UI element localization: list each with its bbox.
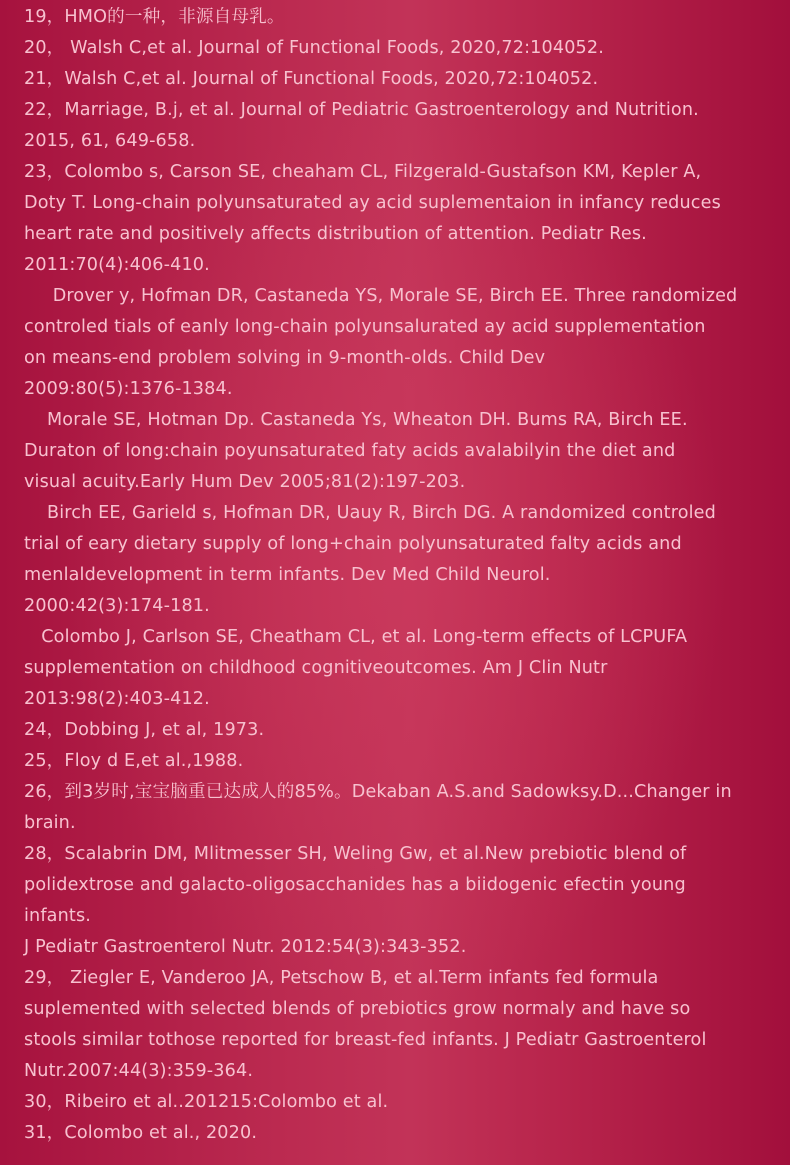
reference-list [24, 0, 772, 1149]
reference-line: controled tials of eanly long-chain polyunsalurated ay acid supplementation [24, 317, 706, 337]
reference-line: J Pediatr Gastroenterol Nutr. 2012:54(3):343-352. [24, 937, 467, 957]
reference-line: 19，HMO的一种，非源自母乳。 [24, 7, 285, 27]
reference-line: 28，Scalabrin DM, Mlitmesser SH, Weling Gw, et al.New prebiotic blend of [24, 844, 687, 864]
reference-line: 21，Walsh C,et al. Journal of Functional Foods, 2020,72:104052. [24, 69, 599, 89]
reference-line: 29， Ziegler E, Vanderoo JA, Petschow B, et al.Term infants fed formula [24, 968, 659, 988]
reference-line: 2011:70(4):406-410. [24, 255, 210, 275]
reference-line: 22，Marriage, B.j, et al. Journal of Pediatric Gastroenterology and Nutrition. [24, 100, 699, 120]
reference-line: 30，Ribeiro et al..201215:Colombo et al. [24, 1092, 389, 1112]
reference-line: Colombo J, Carlson SE, Cheatham CL, et al. Long-term effects of LCPUFA [24, 627, 688, 647]
reference-line: Birch EE, Garield s, Hofman DR, Uauy R, Birch DG. A randomized controled [24, 503, 716, 523]
reference-line: on means-end problem solving in 9-month-olds. Child Dev [24, 348, 546, 368]
reference-line: trial of eary dietary supply of long+chain polyunsaturated falty acids and [24, 534, 682, 554]
reference-line: 2000:42(3):174-181. [24, 596, 210, 616]
reference-line: Drover y, Hofman DR, Castaneda YS, Morale SE, Birch EE. Three randomized [24, 286, 738, 306]
reference-line: 31，Colombo et al., 2020. [24, 1123, 258, 1143]
reference-line: 20， Walsh C,et al. Journal of Functional Foods, 2020,72:104052. [24, 38, 604, 58]
reference-line: heart rate and positively affects distribution of attention. Pediatr Res. [24, 224, 647, 244]
reference-line: suplemented with selected blends of prebiotics grow normaly and have so [24, 999, 691, 1019]
reference-line: 26，到3岁时,宝宝脑重已达成人的85%。Dekaban A.S.and Sadowksy.D...Changer in [24, 782, 732, 802]
reference-line: Nutr.2007:44(3):359-364. [24, 1061, 254, 1081]
reference-line: 2015, 61, 649-658. [24, 131, 196, 151]
reference-line: Doty T. Long-chain polyunsaturated ay acid suplementaion in infancy reduces [24, 193, 721, 213]
reference-page [24, 0, 772, 1165]
reference-line: infants. [24, 906, 92, 926]
reference-line: brain. [24, 813, 76, 833]
reference-line: 25，Floy d E,et al.,1988. [24, 751, 244, 771]
reference-line: stools similar tothose reported for breast-fed infants. J Pediatr Gastroenterol [24, 1030, 707, 1050]
reference-line: 24，Dobbing J, et al, 1973. [24, 720, 265, 740]
reference-line: 2013:98(2):403-412. [24, 689, 210, 709]
reference-line: polidextrose and galacto-oligosacchanides has a biidogenic efectin young [24, 875, 686, 895]
reference-line: Morale SE, Hotman Dp. Castaneda Ys, Wheaton DH. Bums RA, Birch EE. [24, 410, 688, 430]
reference-line: Duraton of long:chain poyunsaturated faty acids avalabilyin the diet and [24, 441, 676, 461]
reference-line: 23，Colombo s, Carson SE, cheaham CL, Filzgerald-Gustafson KM, Kepler A, [24, 162, 702, 182]
reference-line: 2009:80(5):1376-1384. [24, 379, 233, 399]
reference-line: menlaldevelopment in term infants. Dev Med Child Neurol. [24, 565, 551, 585]
reference-line: supplementation on childhood cognitiveoutcomes. Am J Clin Nutr [24, 658, 608, 678]
reference-line: visual acuity.Early Hum Dev 2005;81(2):197-203. [24, 472, 466, 492]
